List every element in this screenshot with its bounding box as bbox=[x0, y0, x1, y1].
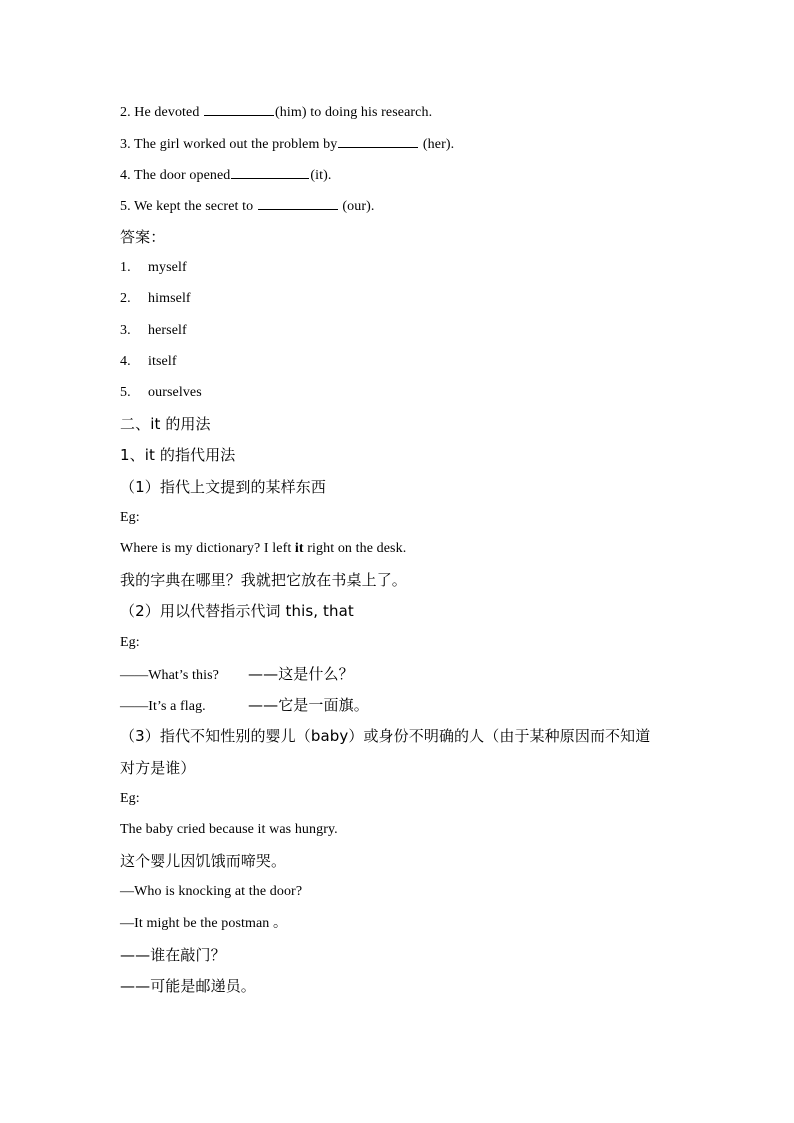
answer-item bbox=[120, 351, 177, 373]
example-english: The baby cried because it was hungry. bbox=[120, 822, 338, 837]
example-text: right on the desk. bbox=[303, 541, 407, 556]
item-title: （2）用以代替指示代词 this, that bbox=[120, 602, 354, 620]
dialogue-line bbox=[120, 663, 354, 687]
answer-text: himself bbox=[148, 291, 191, 306]
example-english bbox=[120, 538, 406, 560]
subsection-heading: 1、it 的指代用法 bbox=[120, 446, 236, 464]
answer-number: 2. bbox=[120, 291, 131, 306]
answer-blank bbox=[258, 195, 338, 210]
exercise-text: (our). bbox=[338, 199, 375, 214]
example-chinese: 这个婴儿因饥饿而啼哭。 bbox=[120, 852, 287, 870]
example-chinese: ——谁在敲门？ bbox=[120, 946, 226, 964]
answer-blank bbox=[231, 164, 309, 179]
item-title: （3）指代不知性别的婴儿（baby）或身份不明确的人（由于某种原因而不知道 bbox=[120, 727, 651, 745]
answer-blank bbox=[338, 133, 418, 148]
exercise-3 bbox=[120, 133, 454, 156]
exercise-text: 3. The girl worked out the problem by bbox=[120, 137, 338, 152]
exercise-text: (it). bbox=[310, 168, 332, 183]
example-english: —It might be the postman 。 bbox=[120, 916, 288, 931]
answer-item bbox=[120, 320, 187, 342]
answer-number: 3. bbox=[120, 323, 131, 338]
answer-item bbox=[120, 257, 187, 279]
answer-blank bbox=[204, 101, 274, 116]
answer-text: myself bbox=[148, 260, 187, 275]
section-heading: 二、it 的用法 bbox=[120, 415, 211, 433]
dialogue-line bbox=[120, 694, 369, 718]
answer-number: 1. bbox=[120, 260, 131, 275]
eg-label: Eg: bbox=[120, 635, 140, 650]
example-text: Where is my dictionary? I left bbox=[120, 541, 295, 556]
example-chinese: ——可能是邮递员。 bbox=[120, 977, 256, 995]
example-english: —Who is knocking at the door? bbox=[120, 884, 303, 899]
exercise-2 bbox=[120, 101, 432, 124]
dialogue-chinese: ——这是什么？ bbox=[248, 665, 354, 683]
example-chinese: 我的字典在哪里？我就把它放在书桌上了。 bbox=[120, 571, 407, 589]
answer-text: herself bbox=[148, 323, 187, 338]
eg-label: Eg: bbox=[120, 791, 140, 806]
exercise-5 bbox=[120, 195, 374, 218]
dialogue-english: ——It’s a flag. bbox=[120, 699, 206, 714]
dialogue-chinese: ——它是一面旗。 bbox=[248, 696, 369, 714]
answer-heading: 答案： bbox=[120, 228, 166, 246]
example-bold-text: it bbox=[294, 541, 304, 556]
answer-number: 5. bbox=[120, 385, 131, 400]
exercise-4 bbox=[120, 164, 332, 187]
exercise-text: (him) to doing his research. bbox=[275, 105, 433, 120]
dialogue-english: ——What’s this? bbox=[120, 668, 219, 683]
answer-text: ourselves bbox=[148, 385, 202, 400]
exercise-text: (her). bbox=[419, 137, 455, 152]
item-title: （1）指代上文提到的某样东西 bbox=[120, 478, 326, 496]
eg-label: Eg: bbox=[120, 510, 140, 525]
exercise-text: 5. We kept the secret to bbox=[120, 199, 257, 214]
exercise-text: 2. He devoted bbox=[120, 105, 204, 120]
answer-item bbox=[120, 382, 202, 404]
exercise-text: 4. The door opened bbox=[120, 168, 231, 183]
item-title-continued: 对方是谁） bbox=[120, 759, 196, 777]
answer-text: itself bbox=[148, 354, 177, 369]
answer-item bbox=[120, 288, 191, 310]
answer-number: 4. bbox=[120, 354, 131, 369]
